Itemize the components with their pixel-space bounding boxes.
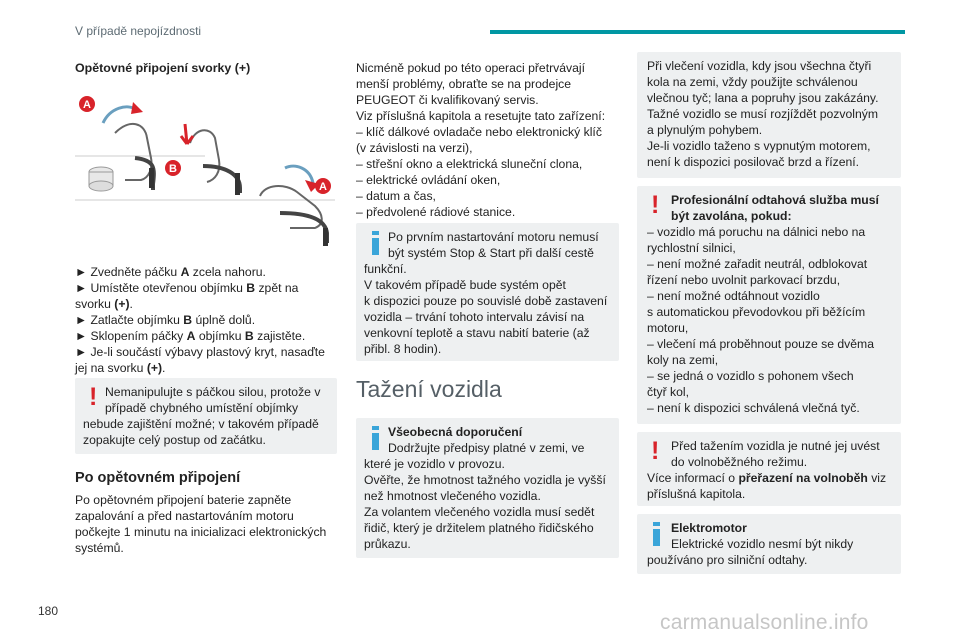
watermark: carmanualsonline.info (660, 611, 869, 634)
step-line: svorku (+). (75, 297, 133, 311)
neutral-link-text: přeřazení na volnoběh (738, 471, 868, 485)
step-line: jej na svorku (+). (75, 361, 166, 375)
box-tow-bar (637, 52, 901, 178)
recommendations-first: Dodržujte předpisy platné v zemi, ve (388, 441, 585, 455)
info-icon (653, 522, 660, 546)
warning-icon: ! (651, 437, 660, 465)
info-icon (372, 231, 379, 255)
towing-section-title-wrap (356, 376, 618, 402)
info-text-first: Po prvním nastartování motoru nemusí být systém Stop & Start při další cestě (388, 230, 599, 260)
after-reconnect-section (75, 470, 343, 556)
neutral-chapter: příslušná kapitola. (647, 487, 746, 501)
neutral-line-a: Před tažením vozidla je nutné jej uvést (671, 439, 880, 453)
electric-motor-title: Elektromotor (671, 521, 747, 535)
page-number: 180 (38, 604, 59, 618)
section-heading-after: Po opětovném připojení (75, 470, 241, 486)
neutral-more-info: Více informací o přeřazení na volnoběh viz (647, 471, 887, 485)
professional-towing-title: Profesionální odtahová služba musí být zavolána, pokud: (671, 193, 879, 223)
after-reconnect-text: Po opětovném připojení baterie zapněte zapalování a před nastartováním motoru počkejte 1 minutu na inicializaci elektronických systémů. (75, 493, 327, 555)
section-title-towing: Tažení vozidla (356, 376, 502, 402)
recommendations-rest: které je vozidlo v provozu. Ověřte, že hmotnost tažného vozidla je vyšší než hmotnost vlečeného vozidla. Za volantem vlečeného vozidla musí sedět řidič, který je držitelem platného řidičského průkazu. (364, 457, 606, 551)
step-line: ► Zvedněte páčku A zcela nahoru. (75, 265, 266, 279)
warning-text-first: Nemanipulujte s páčkou silou, protože v případě chybného umístění objímky (105, 385, 321, 415)
info-box-stop-start (356, 223, 619, 361)
info-text-rest: funkční. V takovém případě bude systém opět k dispozici pouze po souvislé době zastavení vozidla – trvání tohoto intervalu závisí na venkovní teplotě a stavu nabití baterie (až přibl. 8 hodin). (364, 262, 608, 356)
recommendations-title: Všeobecná doporučení (388, 425, 523, 439)
battery-clamp-illustration (75, 88, 345, 248)
professional-towing-list: – vozidlo má poruchu na dálnici nebo na rychlostní silnici, – není možné zařadit neutrál, odblokovat řízení nebo uvolnit parkovací brzdu, – není možné odtáhnout vozidlo s automatickou převodovkou při běžícím motoru, – vlečení má proběhnout pouze se dvěma koly na zemi, – se jedná o vozidlo s pohonem všech čtyř kol, – není k dispozici schválená vlečná tyč. (647, 225, 874, 415)
warning-icon: ! (651, 191, 660, 219)
step-line: ► Umístěte otevřenou objímku B zpět na (75, 281, 299, 295)
label-a-right: A (319, 181, 327, 193)
step-line: ► Zatlačte objímku B úplně dolů. (75, 313, 256, 327)
warning-icon: ! (89, 383, 98, 411)
electric-motor-first: Elektrické vozidlo nesmí být nikdy (671, 537, 854, 551)
electric-motor-rest: používáno pro silniční odtahy. (647, 553, 808, 567)
warning-box-clamp (75, 378, 337, 454)
section-heading-reconnect: Opětovné připojení svorky (+) (75, 61, 251, 75)
info-icon (372, 426, 379, 450)
header-accent-bar (490, 30, 905, 34)
reconnect-steps (75, 264, 343, 376)
warning-text-rest: nebude zajištění možné; v takovém případě zopakujte celý postup od začátku. (83, 417, 319, 447)
info-box-electric-motor (637, 514, 901, 574)
neutral-line-b: do volnoběžného režimu. (671, 455, 808, 469)
warning-box-professional-towing (637, 186, 901, 424)
warning-box-neutral (637, 432, 901, 506)
tow-bar-text: Při vlečení vozidla, kdy jsou všechna čtyři kola na zemi, vždy použijte schválenou vlečnou tyč; lana a popruhy jsou zakázány. Tažné vozidlo se musí rozjíždět pozvolným a plynulým pohybem. Je-li vozidlo taženo s vypnutým motorem, není k dispozici posilovač brzd a řízení. (647, 59, 879, 169)
step-line: ► Sklopením páčky A objímku B zajistěte. (75, 329, 306, 343)
reset-devices-text: Nicméně pokud po této operaci přetrvávají menší problémy, obraťte se na prodejce PEUGEOT či kvalifikovaný servis. Viz příslušná kapitola a resetujte tato zařízení: – klíč dálkové ovladače nebo elektronický klíč (v závislosti na verzi), – střešní okno a elektrická sluneční clona, – elektrické ovládání oken, – datum a čas, – předvolené rádiové stanice. (356, 61, 606, 219)
label-b: B (169, 163, 177, 175)
column-2-text (356, 60, 618, 220)
step-line: ► Je-li součástí výbavy plastový kryt, nasaďte (75, 345, 325, 359)
info-box-general-recommendations (356, 418, 619, 558)
chapter-title: V případě nepojízdnosti (75, 24, 202, 38)
label-a-top: A (83, 99, 91, 111)
column-1 (75, 60, 340, 76)
